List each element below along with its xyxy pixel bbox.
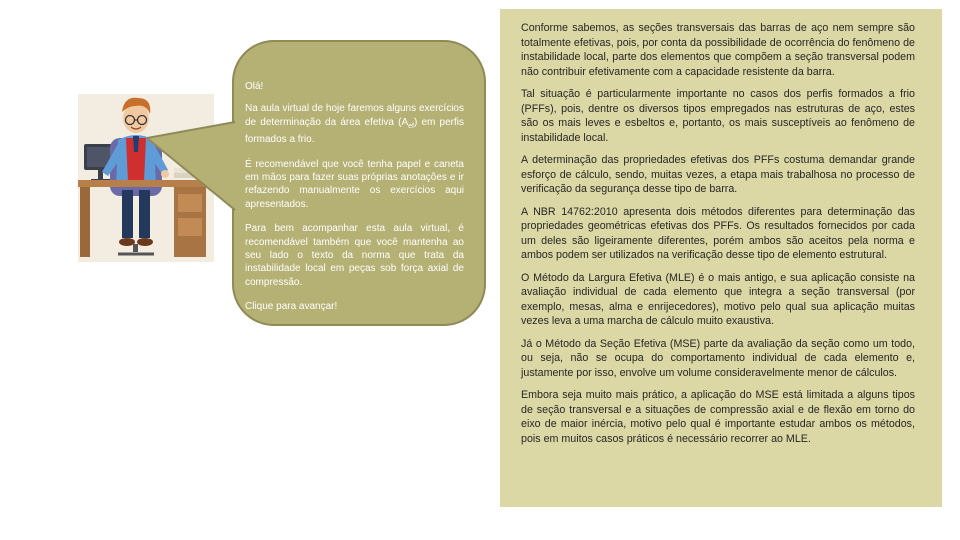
content-paragraph-1: Conforme sabemos, as seções transversais das barras de aço nem sempre são totalmente efetivas, pois, por conta da possibilidade de ocorrência do fenômeno de instabilidade local, parte dos elementos que compõem a seção transversal podem não contribuir efetivamente com a capacidade resistente da barra. (521, 22, 915, 78)
content-paragraph-4: A NBR 14762:2010 apresenta dois métodos diferentes para determinação das propriedades geométricas efetivas dos PFFs. Os resultados fornecidos por cada um deles são ligeiramente diferentes, porém ambos são aceitos pela norma e ambos podem ser utilizados na verificação desse tipo de elemento estrutural. (521, 205, 915, 261)
bubble-content (245, 80, 464, 325)
greeting: Olá! (245, 81, 264, 92)
content-text (521, 21, 915, 454)
bubble-paragraph-1: Na aula virtual de hoje faremos alguns exercícios de determinação da área efetiva $(A_{ef})$ em perfis formados a frio. (245, 103, 464, 146)
speech-bubble-tail (147, 110, 237, 220)
content-paragraph-7: Embora seja muito mais prático, a aplicação do MSE está limitada a alguns tipos de seção transversal e a situações de compressão axial e de flexão em torno do eixo de maior inércia, motivo pelo qual é importante estudar ambos os métodos, pois em muitos casos práticos é necessário recorrer ao MLE. (521, 389, 915, 445)
bubble-paragraph-2: É recomendável que você tenha papel e caneta em mãos para fazer suas próprias anotações e ir refazendo manualmente os exercícios aqui apresentados. (245, 158, 464, 210)
content-paragraph-3: A determinação das propriedades efetivas dos PFFs costuma demandar grande esforço de cálculo, sendo, muitas vezes, a etapa mais trabalhosa no processo de verificação da segurança desse tipo de barra. (521, 154, 915, 195)
advance-link[interactable]: Clique para avançar! (245, 301, 338, 313)
content-paragraph-5: O Método da Largura Efetiva (MLE) é o mais antigo, e sua aplicação consiste na avaliação individual de cada elemento que integra a seção transversal (por exemplo, mesas, alma e enrijecedores), motivo pelo qual sua aplicação muitas vezes leva a uma marcha de cálculo muito exaustiva. (521, 271, 915, 327)
content-paragraph-2: Tal situação é particularmente importante no casos dos perfis formados a frio (PFFs), pois, dentre os diversos tipos empregados nas estruturas de aço, estes são os mais leves e esbeltos e, portanto, os mais susceptíveis ao fenômeno de instabilidade local. (521, 88, 915, 144)
content-paragraph-6: Já o Método da Seção Efetiva (MSE) parte da avaliação da seção como um todo, ou seja, não se ocupa do comportamento individual de cada elemento e, justamente por isso, envolve um volume consideravelmente menor de cálculos. (521, 337, 915, 379)
bubble-paragraph-3: Para bem acompanhar esta aula virtual, é recomendável também que você mantenha ao seu lado o texto da norma que trata da instabilidade local em peças sob força axial de compressão. (245, 223, 464, 288)
